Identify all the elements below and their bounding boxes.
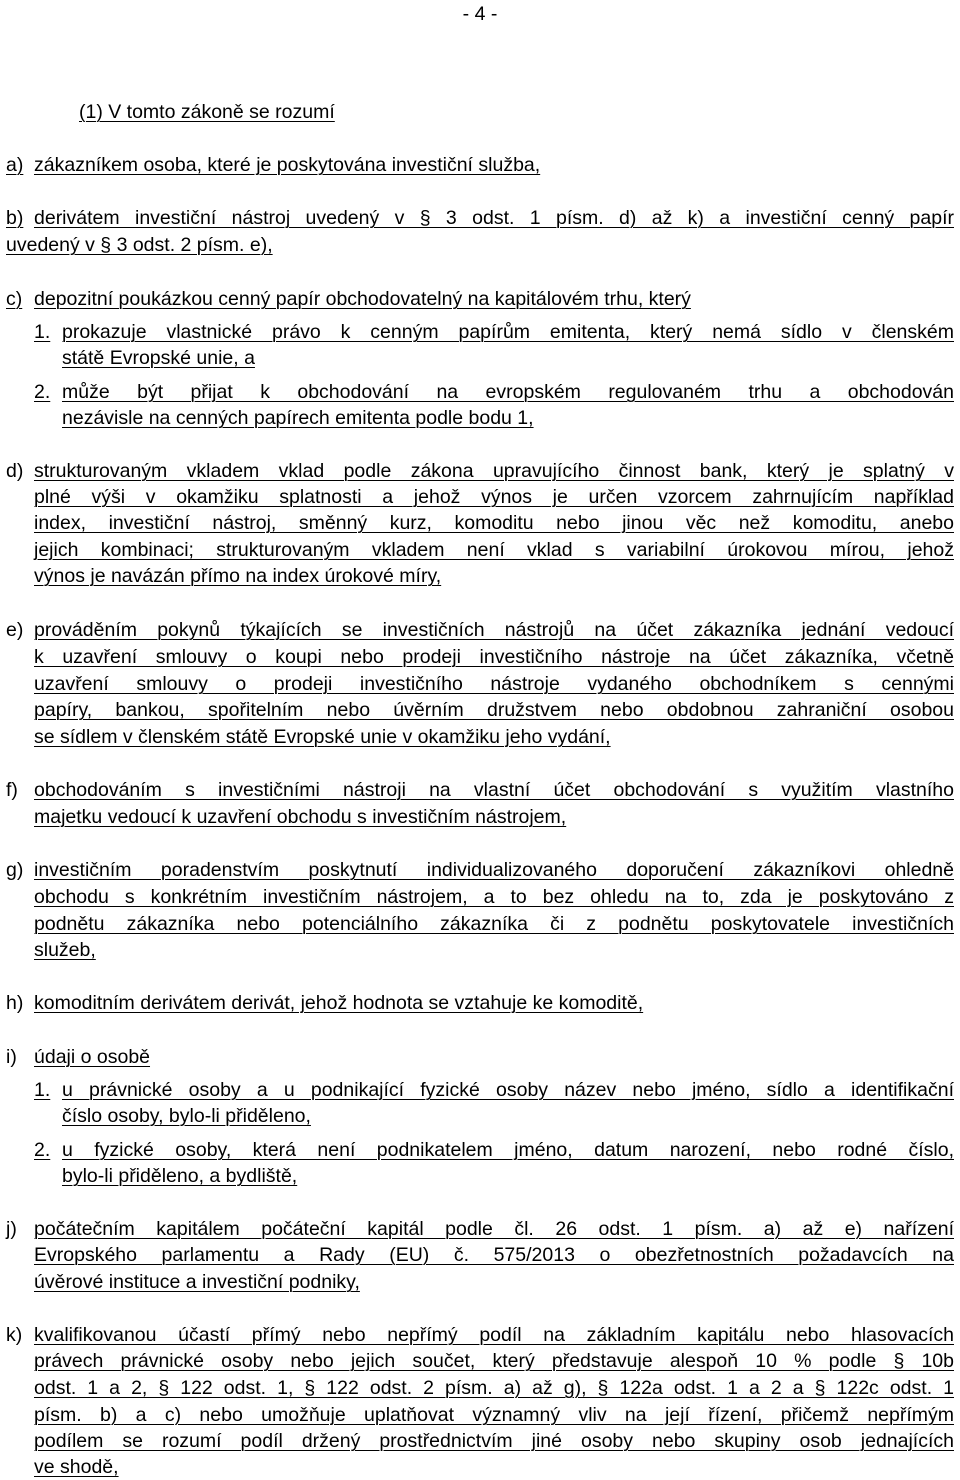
item-d-line: plné výši v okamžiku splatnosti a jehož výnos je určen vzorcem zahrnujícím například: [34, 486, 954, 508]
item-f-label: f): [6, 779, 18, 801]
item-c-1-line: státě Evropské unie, a: [62, 347, 255, 369]
item-j-label: j): [6, 1218, 17, 1240]
item-h-label: h): [6, 992, 24, 1014]
item-k-line: kvalifikovanou účastí přímý nebo nepřímý podíl na základním kapitálu nebo hlasovacích: [34, 1324, 954, 1346]
item-a-text: zákazníkem osoba, které je poskytována investiční služba,: [34, 154, 541, 176]
item-c-2-line: může být přijat k obchodování na evropském regulovaném trhu a obchodován: [62, 381, 954, 403]
item-d-line: výnos je navázán přímo na index úrokové míry,: [34, 565, 442, 587]
item-d-line: strukturovaným vkladem vklad podle zákona upravujícího činnost bank, který je splatný v: [34, 460, 954, 482]
item-c-text: depozitní poukázkou cenný papír obchodovatelný na kapitálovém trhu, který: [34, 288, 691, 310]
item-i-1-line: číslo osoby, bylo-li přiděleno,: [62, 1105, 311, 1127]
item-h-text: komoditním derivátem derivát, jehož hodnota se vztahuje ke komoditě,: [34, 992, 644, 1014]
item-b-label: b): [6, 207, 24, 229]
item-i-label: i): [6, 1046, 17, 1068]
item-b-line: derivátem investiční nástroj uvedený v § 3 odst. 1 písm. d) až k) a investiční cenný papír: [34, 207, 954, 229]
item-e-line: k uzavření smlouvy o koupi nebo prodeji investičního nástroje na účet zákazníka, včetně: [34, 646, 954, 668]
item-k-line: ve shodě,: [34, 1456, 119, 1478]
item-i-2-line: bylo-li přiděleno, a bydliště,: [62, 1165, 298, 1187]
item-f-line: obchodováním s investičními nástroji na vlastní účet obchodování s využitím vlastního: [34, 779, 954, 801]
item-k-line: písm. b) a c) nebo umožňuje uplatňovat významný vliv na její řízení, přičemž nepřímým: [34, 1404, 954, 1426]
item-a-label: a): [6, 154, 24, 176]
item-c-1-line: prokazuje vlastnické právo k cenným papírům emitenta, který nemá sídlo v členském: [62, 321, 954, 343]
item-g-line: obchodu s konkrétním investičním nástrojem, a to bez ohledu na to, zda je poskytováno z: [34, 886, 954, 908]
item-c-label: c): [6, 288, 23, 310]
item-b-line: uvedený v § 3 odst. 2 písm. e),: [6, 234, 273, 256]
item-j-line: Evropského parlamentu a Rady (EU) č. 575/2013 o obezřetnostních požadavcích na: [34, 1244, 954, 1266]
item-d-line: jejich kombinaci; strukturovaným vkladem není vklad s variabilní úrokovou mírou, jehož: [34, 539, 954, 561]
item-i-text: údaji o osobě: [34, 1046, 151, 1068]
intro-heading: (1) V tomto zákoně se rozumí: [79, 101, 335, 123]
item-d-label: d): [6, 460, 24, 482]
item-e-line: prováděním pokynů týkajících se investičních nástrojů na účet zákazníka jednání vedoucí: [34, 619, 954, 641]
item-k-label: k): [6, 1324, 23, 1346]
item-k-line: odst. 1 a 2, § 122 odst. 1, § 122 odst. 2 písm. a) až g), § 122a odst. 1 a 2 a § 122c odst. 1: [34, 1377, 954, 1399]
item-i-2-number: 2.: [34, 1139, 51, 1161]
item-e-line: uzavření smlouvy o prodeji investičního nástroje vydaného obchodníkem s cennými: [34, 673, 954, 695]
item-g-line: investičním poradenstvím poskytnutí individualizovaného doporučení zákazníkovi ohledně: [34, 859, 954, 881]
item-k-line: právech právnické osoby nebo jejich součet, který představuje alespoň 10 % podle § 10b: [34, 1350, 954, 1372]
item-d-line: index, investiční nástroj, směnný kurz, komoditu nebo jinou věc než komoditu, anebo: [34, 512, 954, 534]
item-j-line: počátečním kapitálem počáteční kapitál podle čl. 26 odst. 1 písm. a) až e) nařízení: [34, 1218, 954, 1240]
item-i-1-line: u právnické osoby a u podnikající fyzické osoby název nebo jméno, sídlo a identifikační: [62, 1079, 954, 1101]
item-e-line: papíry, bankou, spořitelním nebo úvěrním družstvem nebo obdobnou zahraniční osobou: [34, 699, 954, 721]
item-g-line: služeb,: [34, 939, 96, 961]
page-number: - 4 -: [462, 3, 498, 25]
item-i-1-number: 1.: [34, 1079, 51, 1101]
item-j-line: úvěrové instituce a investiční podniky,: [34, 1271, 360, 1293]
item-g-line: podnětu zákazníka nebo potenciálního zákazníka či z podnětu poskytovatele investičních: [34, 913, 954, 935]
item-c-1-number: 1.: [34, 321, 51, 343]
item-c-2-number: 2.: [34, 381, 51, 403]
item-e-label: e): [6, 619, 24, 641]
item-k-line: podílem se rozumí podíl držený prostřednictvím jiné osoby nebo skupiny osob jednajících: [34, 1430, 954, 1452]
item-f-line: majetku vedoucí k uzavření obchodu s investičním nástrojem,: [34, 806, 567, 828]
item-i-2-line: u fyzické osoby, která není podnikatelem jméno, datum narození, nebo rodné číslo,: [62, 1139, 954, 1161]
item-c-2-line: nezávisle na cenných papírech emitenta podle bodu 1,: [62, 407, 534, 429]
item-e-line: se sídlem v členském státě Evropské unie v okamžiku jeho vydání,: [34, 726, 611, 748]
item-g-label: g): [6, 859, 24, 881]
